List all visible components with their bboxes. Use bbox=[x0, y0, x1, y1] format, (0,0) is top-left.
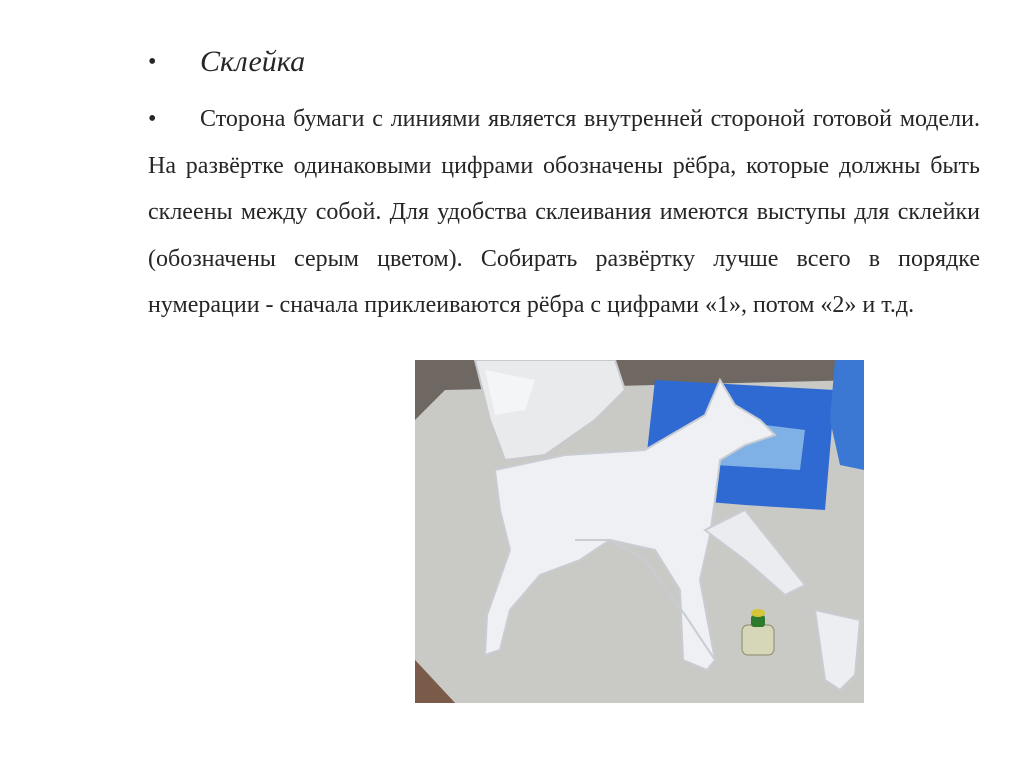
paper-dog-photo bbox=[415, 360, 864, 703]
heading-item bbox=[148, 40, 548, 84]
body-paragraph: Сторона бумаги с линиями является внутренней стороной готовой модели. На развёртке одинаковыми цифрами обозначены рёбра, которые должны быть склеены между собой. Для удобства склеивания имеются выступы для склейки (обозначены серым цветом). Собирать развёртку лучше всего в порядке нумерации - сначала приклеиваются рёбра с цифрами «1», потом «2» и т.д. bbox=[148, 106, 980, 318]
bullet-glyph: • bbox=[148, 106, 157, 132]
bullet-glyph: • bbox=[148, 49, 157, 75]
slide-heading: Склейка bbox=[200, 45, 306, 78]
paragraph-item bbox=[148, 96, 980, 329]
